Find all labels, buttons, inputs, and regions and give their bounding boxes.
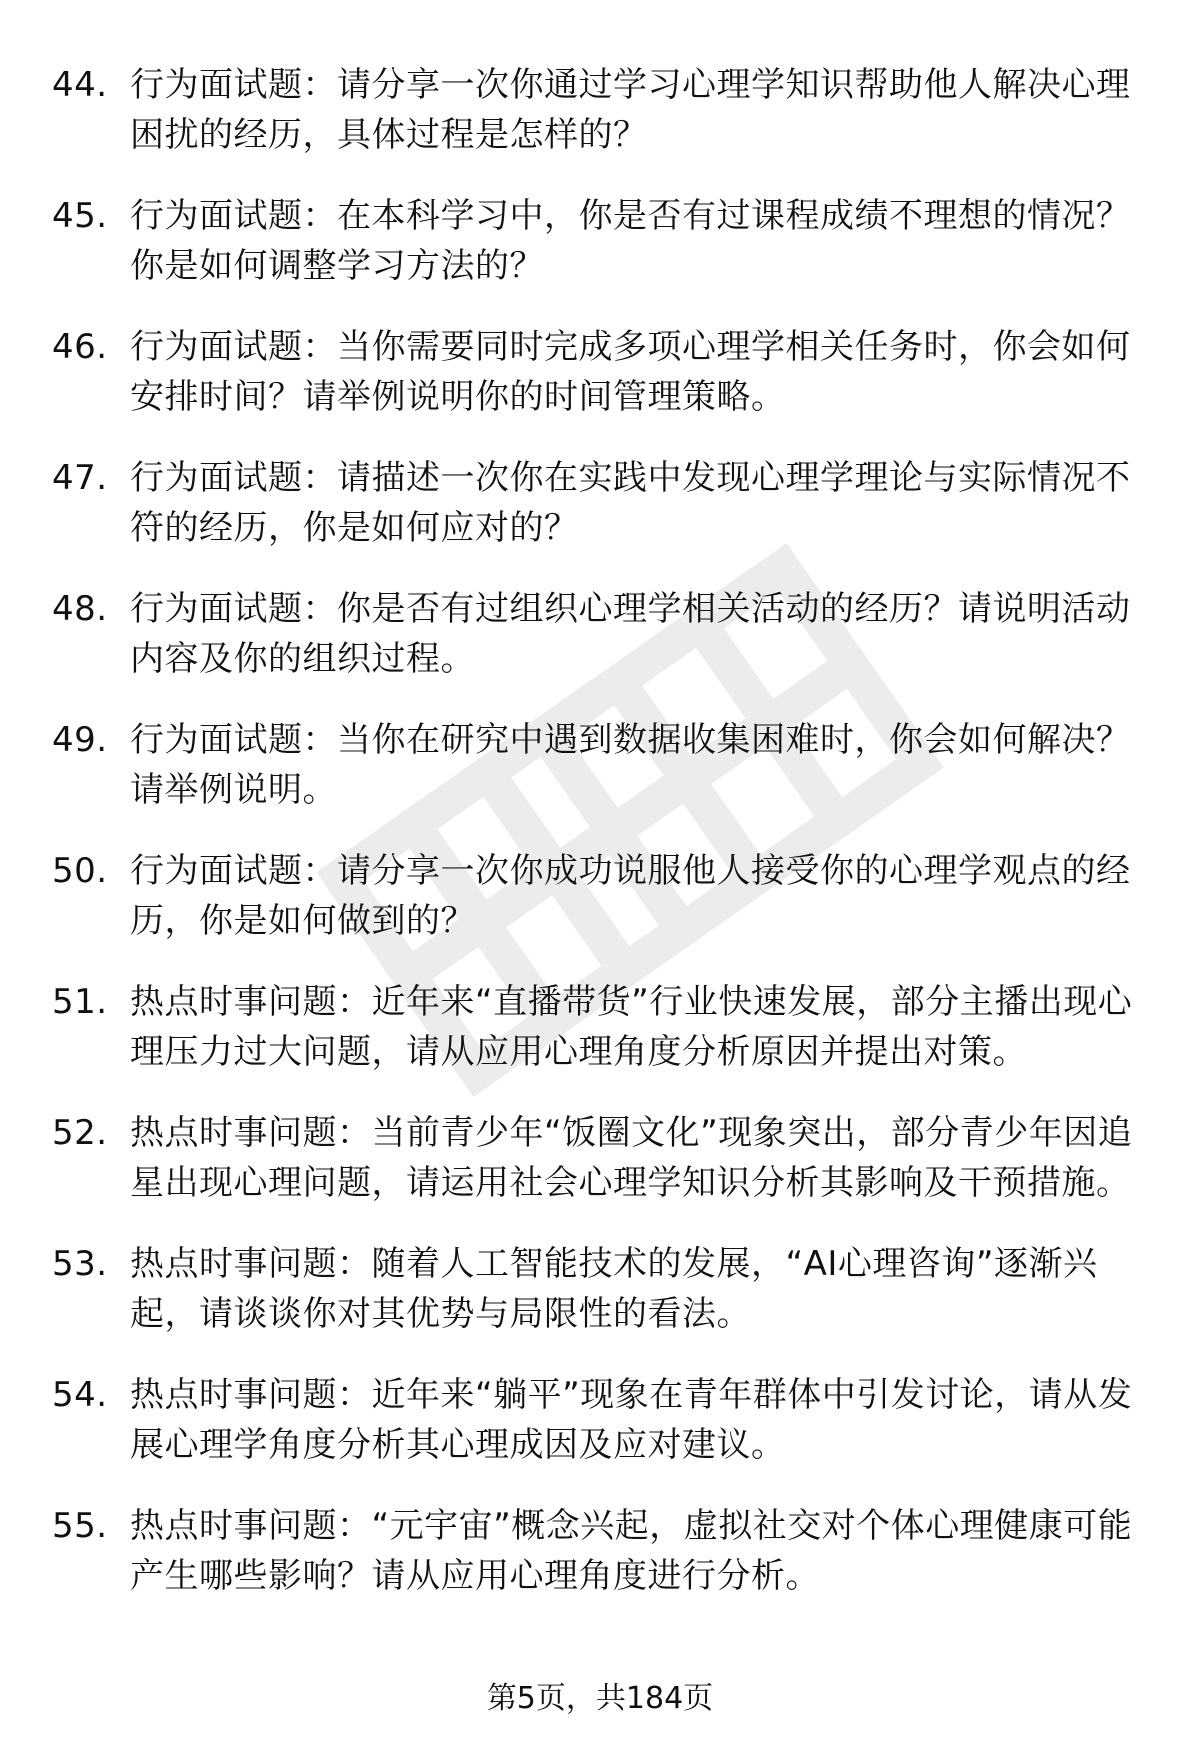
list-item <box>52 1370 1142 1470</box>
question-number: 44. <box>52 65 108 105</box>
question-number: 52. <box>52 1113 108 1153</box>
list-item <box>52 1239 1142 1339</box>
question-text: 热点时事问题：近年来“躺平”现象在青年群体中引发讨论，请从发展心理学角度分析其心理成因及应对建议。 <box>130 1375 1133 1465</box>
question-number: 51. <box>52 982 108 1022</box>
list-item <box>52 322 1142 422</box>
question-text: 行为面试题：当你需要同时完成多项心理学相关任务时，你会如何安排时间？请举例说明你的时间管理策略。 <box>130 327 1131 417</box>
question-list <box>52 60 1142 1632</box>
list-item <box>52 60 1142 160</box>
question-text: 行为面试题：在本科学习中，你是否有过课程成绩不理想的情况？你是如何调整学习方法的？ <box>130 196 1131 286</box>
question-number: 54. <box>52 1375 108 1415</box>
question-number: 45. <box>52 196 108 236</box>
list-item <box>52 977 1142 1077</box>
list-item <box>52 846 1142 946</box>
list-item <box>52 453 1142 553</box>
question-number: 46. <box>52 327 108 367</box>
question-text: 行为面试题：请分享一次你通过学习心理学知识帮助他人解决心理困扰的经历，具体过程是怎样的？ <box>130 65 1131 155</box>
question-text: 热点时事问题：当前青少年“饭圈文化”现象突出，部分青少年因追星出现心理问题，请运用社会心理学知识分析其影响及干预措施。 <box>130 1113 1133 1203</box>
question-number: 49. <box>52 720 108 760</box>
question-text: 热点时事问题：随着人工智能技术的发展，“AI心理咨询”逐渐兴起，请谈谈你对其优势与局限性的看法。 <box>130 1244 1098 1334</box>
question-number: 53. <box>52 1244 108 1284</box>
question-number: 55. <box>52 1506 108 1546</box>
question-number: 50. <box>52 851 108 891</box>
question-number: 48. <box>52 589 108 629</box>
list-item <box>52 584 1142 684</box>
question-text: 行为面试题：请描述一次你在实践中发现心理学理论与实际情况不符的经历，你是如何应对的？ <box>130 458 1131 548</box>
list-item <box>52 1501 1142 1601</box>
question-text: 行为面试题：当你在研究中遇到数据收集困难时，你会如何解决？请举例说明。 <box>130 720 1131 810</box>
question-text: 热点时事问题：“元宇宙”概念兴起，虚拟社交对个体心理健康可能产生哪些影响？请从应用心理角度进行分析。 <box>130 1506 1133 1596</box>
question-text: 行为面试题：请分享一次你成功说服他人接受你的心理学观点的经历，你是如何做到的？ <box>130 851 1131 941</box>
page-footer: 第5页，共184页 <box>486 1681 714 1716</box>
question-text: 热点时事问题：近年来“直播带货”行业快速发展，部分主播出现心理压力过大问题，请从应用心理角度分析原因并提出对策。 <box>130 982 1133 1072</box>
question-number: 47. <box>52 458 108 498</box>
list-item <box>52 715 1142 815</box>
list-item <box>52 1108 1142 1208</box>
list-item <box>52 191 1142 291</box>
question-text: 行为面试题：你是否有过组织心理学相关活动的经历？请说明活动内容及你的组织过程。 <box>130 589 1131 679</box>
